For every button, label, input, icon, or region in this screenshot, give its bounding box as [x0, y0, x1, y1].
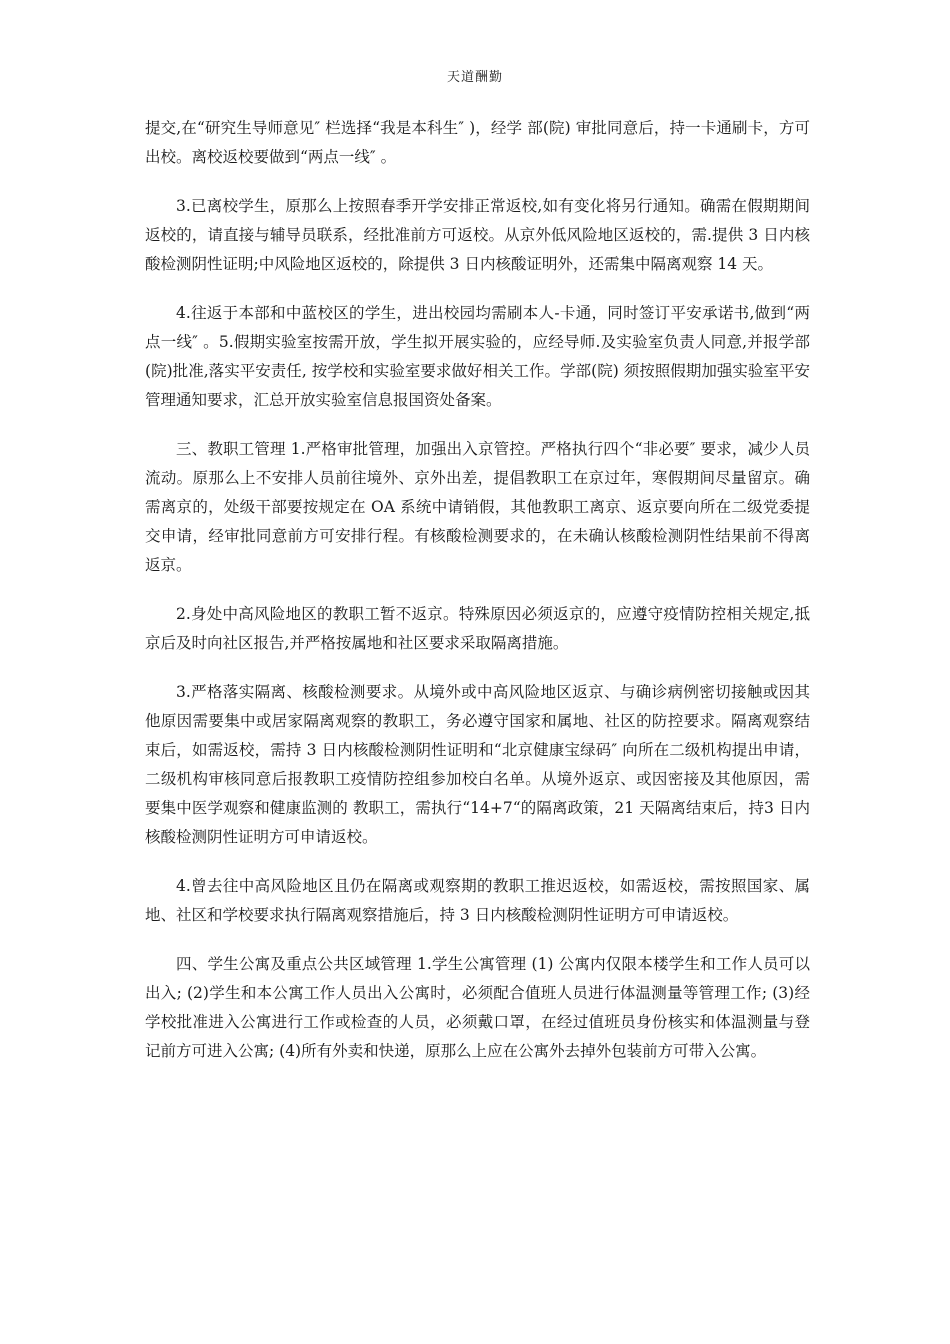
- paragraph-dormitory-management: 四、学生公寓及重点公共区域管理 1.学生公寓管理 (1) 公寓内仅限本楼学生和工作人员可以出入; (2)学生和本公寓工作人员出入公寓时，必须配合值班人员进行体温测量等管理工作; (3)经学校批准进入公寓进行工作或检查的人员，必须戴口罩，在经过值班员身份核实和体温测量与登记前方可进入公寓; (4)所有外卖和快递，原那么上应在公寓外去掉外包装前方可带入公寓。: [145, 955, 810, 1060]
- paragraph-isolation-testing: 3.严格落实隔离、核酸检测要求。从境外或中高风险地区返京、与确诊病例密切接触或因其他原因需要集中或居家隔离观察的教职工，务必遵守国家和属地、社区的防控要求。隔离观察结束后，如需返校，需持 3 日内核酸检测阴性证明和“北京健康宝绿码″ 向所在二级机构提出申请，二级机构审核同意后报教职工疫情防控组参加校白名单。从境外返京、或因密接及其他原因，需要集中医学观察和健康监测的 教职工，需执行“14+7“的隔离政策，21 天隔离结束后，持3 日内核酸检测阴性证明方可申请返校。: [145, 683, 810, 846]
- paragraph-continuation: 提交,在“研究生导师意见″ 栏选择“我是本科生″ )，经学 部(院) 审批同意后，持一卡通刷卡，方可出校。离校返校要做到“两点一线″ 。: [145, 119, 810, 166]
- document-body: [145, 114, 810, 1086]
- paragraph-campus-access-labs: 4.往返于本部和中蓝校区的学生，进出校园均需刷本人-卡通，同时签订平安承诺书,做到“两点一线″ 。5.假期实验室按需开放，学生拟开展实验的，应经导师.及实验室负责人同意,并报学部(院)批准,落实平安责任, 按学校和实验室要求做好相关工作。学部(院) 须按照假期加强实验室平安管理通知要求，汇总开放实验室信息报国资处备案。: [145, 304, 810, 409]
- paragraph-returned-students: 3.已离校学生，原那么上按照春季开学安排正常返校,如有变化将另行通知。确需在假期期间返校的，请直接与辅导员联系，经批准前方可返校。从京外低风险地区返校的，需.提供 3 日内核酸检测阴性证明;中风险地区返校的，除提供 3 日内核酸证明外，还需集中隔离观察 14 天。: [145, 197, 810, 273]
- paragraph-high-risk-staff: 2.身处中高风险地区的教职工暂不返京。特殊原因必须返京的，应遵守疫情防控相关规定,抵京后及时向社区报告,并严格按属地和社区要求采取隔离措施。: [145, 605, 810, 652]
- paragraph-delayed-return: 4.曾去往中高风险地区且仍在隔离或观察期的教职工推迟返校，如需返校，需按照国家、属地、社区和学校要求执行隔离观察措施后，持 3 日内核酸检测阴性证明方可申请返校。: [145, 877, 810, 924]
- page-header: 天道酬勤: [446, 70, 503, 85]
- paragraph-staff-management: 三、教职工管理 1.严格审批管理，加强出入京管控。严格执行四个“非必要″ 要求，减少人员流动。原那么上不安排人员前往境外、京外出差，提倡教职工在京过年，寒假期间尽量留京。确需离京的，处级干部要按规定在 OA 系统中请销假，其他教职工离京、返京要向所在二级党委提交申请，经审批同意前方可安排行程。有核酸检测要求的，在未确认核酸检测阴性结果前不得离返京。: [145, 440, 810, 574]
